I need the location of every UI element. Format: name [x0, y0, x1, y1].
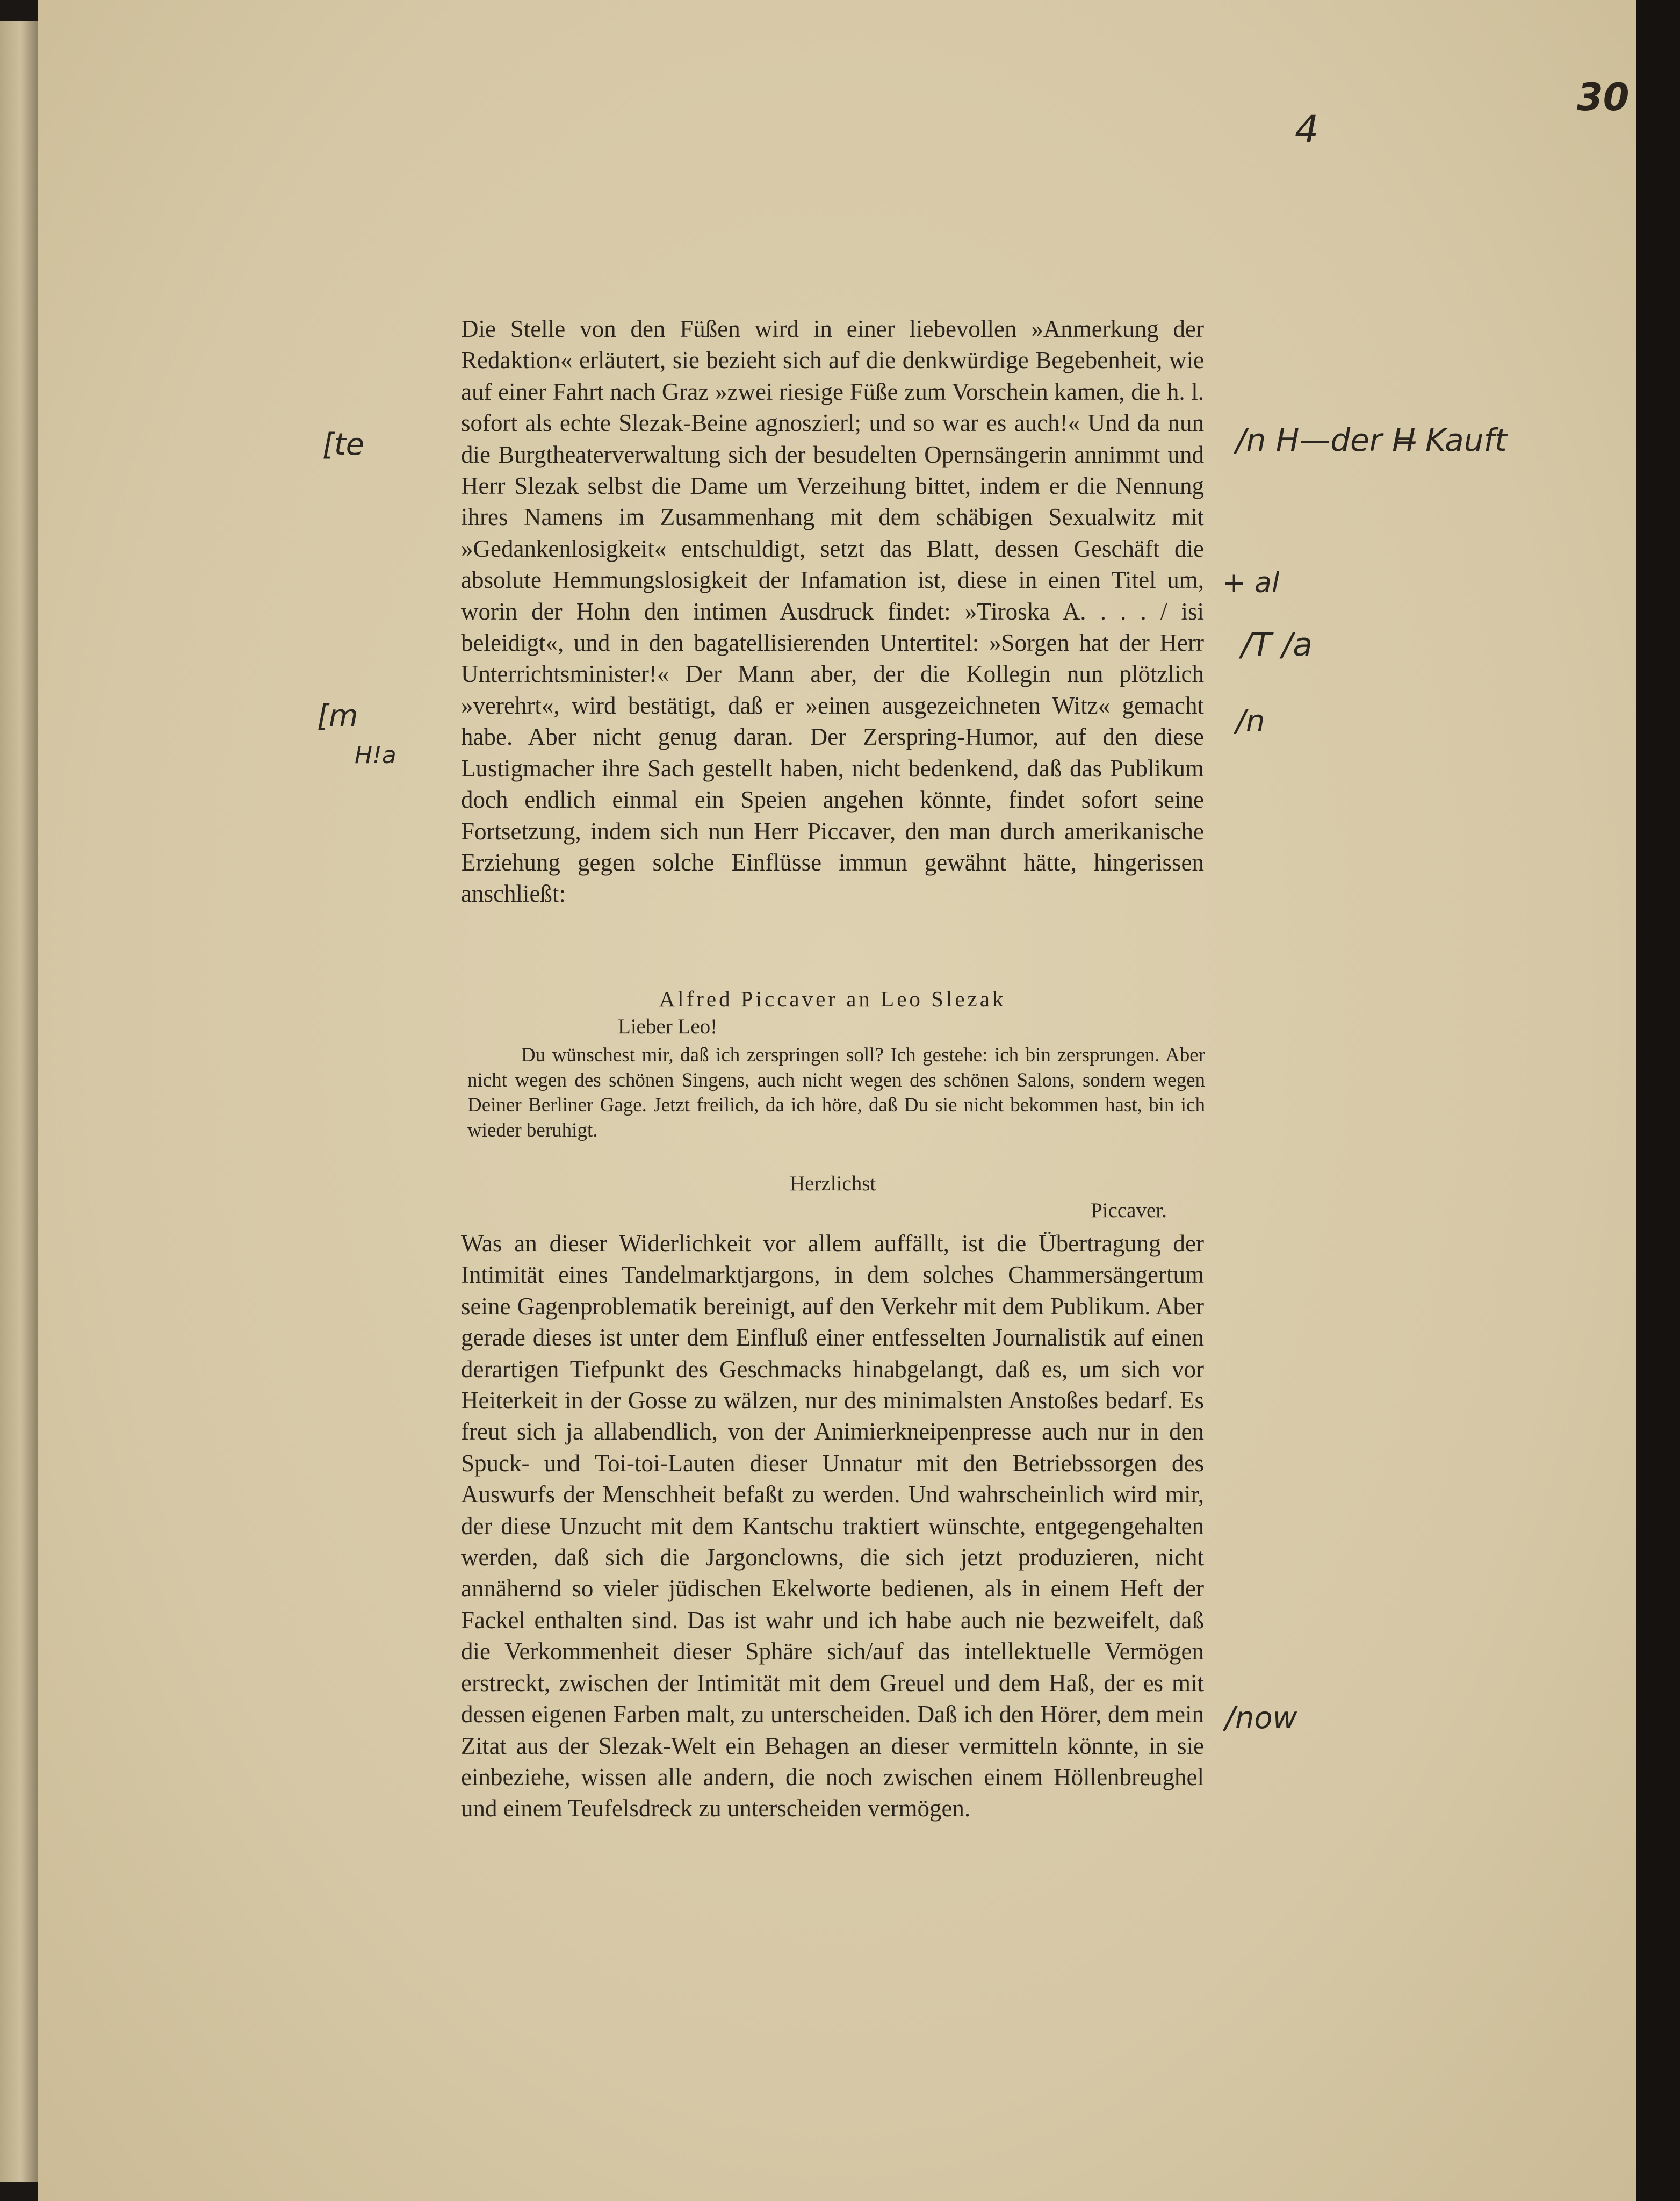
marginal-note-left-1: [te [322, 427, 365, 462]
page-number: 30 [1577, 75, 1629, 119]
letter-signature: Piccaver. [1091, 1199, 1167, 1222]
paragraph-top: Die Stelle von den Füßen wird in einer liebevollen »Anmerkung der Redaktion« erläutert, sie bezieht sich auf die denkwürdige Begebenheit, wie auf einer Fahrt nach Graz »zwei riesige Füße zum Vorschein kamen, die h. l. sofort als echte Slezak-Beine agnoszierl; und so war es auch!« Und da nun die Burgtheaterverwaltung sich der besudelten Opernsängerin annimmt und Herr Slezak selbst die Dame um Verzeihung bittet, indem er die Nennung ihres Namens im Zusammenhang mit dem schäbigen Sexualwitz mit »Gedankenlosigkeit« entschuldigt, setzt das Blatt, dessen Geschäft die absolute Hemmungslosigkeit der Infamation ist, diese in einen Titel um, worin der Hohn den intimen Ausdruck findet: »Tiroska A. . . . / isi beleidigt«, und in den bagatellisierenden Untertitel: »Sorgen hat der Herr Unterrichtsminister!« Der Mann aber, der die Kollegin nun plötzlich »verehrt«, wird bestätigt, daß er »einen ausgezeichneten Witz« gemacht habe. Aber nicht genug daran. Der Zerspring-Humor, auf den diese Lustigmacher ihre Sach gestellt haben, nicht bedenkend, daß das Publikum doch endlich einmal ein Speien angehen könnte, findet sofort seine Fortsetzung, indem sich nun Herr Piccaver, den man durch amerikanische Erziehung gegen solche Einflüsse immun gewähnt hätte, hingerissen anschließt: [461, 315, 1204, 908]
scan-background-edge [1636, 0, 1680, 2201]
marginal-note-right-5: /now [1225, 1701, 1297, 1736]
letter-body: Du wünschest mir, daß ich zerspringen soll? Ich gestehe: ich bin zersprungen. Aber nicht wegen des schönen Singens, auch nicht wegen des schönen Salons, sondern wegen Deiner Berliner Gage. Jetzt freilich, da ich höre, daß Du sie nicht bekommen hast, bin ich wieder beruhigt. [467, 1044, 1205, 1141]
marginal-note-right-1: /n H—der H̶ Kauft [1236, 422, 1507, 458]
letter-salutation: Lieber Leo! [618, 1015, 718, 1038]
letter-title: Alfred Piccaver an Leo Slezak [659, 987, 1006, 1011]
marginal-note-left-2: [m [317, 699, 358, 733]
body-text-top [461, 313, 1204, 910]
marginal-note-right-3: /T /a [1241, 626, 1313, 664]
paragraph-bottom: Was an dieser Widerlichkeit vor allem auffällt, ist die Übertragung der Intimität eines Tandelmarktjargons, in dem solches Chammersängertum seine Gagenproblematik bereinigt, auf den Verkehr mit dem Publikum. Aber gerade dieses ist unter dem Einfluß einer entfesselten Journalistik auf einen derartigen Tiefpunkt des Geschmacks hinabgelangt, daß es, um sich vor Heiterkeit in der Gosse zu wälzen, nur des minimalsten Anstoßes bedarf. Es freut sich ja allabendlich, von der Animierkneipenpresse auch nur in den Spuck- und Toi-toi-Lauten dieser Unnatur mit den Betriebssorgen des Auswurfs der Menschheit befaßt zu werden. Und wahrscheinlich wird mir, der diese Unzucht mit dem Kantschu traktiert wünschte, entgegengehalten werden, daß sich die Jargonclowns, die sich jetzt produzieren, nicht annähernd so vieler jüdischen Ekelworte bedienen, als in einem Heft der Fackel enthalten sind. Das ist wahr und ich habe auch nie bezweifelt, daß die Verkommenheit dieser Sphäre sich/auf das intellektuelle Vermögen erstreckt, zwischen der Intimität mit dem Greuel und dem Haß, der es mit dessen eigenen Farben malt, zu unterscheiden. Daß ich den Hörer, dem mein Zitat aus der Slezak-Welt ein Behagen an dieser vermitteln könnte, in sie einbeziehe, wissen alle andern, die noch zwischen einem Höllenbreughel und einem Teufelsdreck zu unterscheiden vermögen. [461, 1230, 1204, 1822]
marginal-note-right-2: + al [1222, 567, 1280, 599]
marginal-note-left-3: H!a [355, 742, 396, 769]
marginal-note-top: 4 [1295, 107, 1319, 152]
previous-page-edge [0, 21, 38, 2182]
marginal-note-right-4: /n [1236, 704, 1265, 739]
letter-closing: Herzlichst [790, 1172, 876, 1195]
body-text-bottom [461, 1228, 1204, 1824]
